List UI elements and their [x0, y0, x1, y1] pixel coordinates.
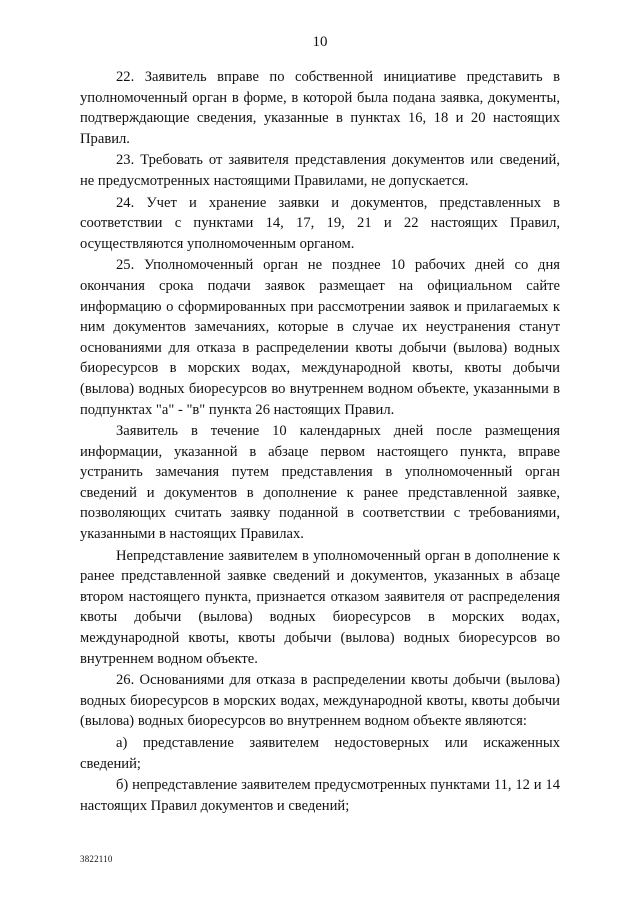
- subparagraph-b: б) непредставление заявителем предусмотренных пунктами 11, 12 и 14 настоящих Правил документов и сведений;: [80, 777, 560, 814]
- paragraph-25-third: Непредставление заявителем в уполномоченный орган в дополнение к ранее представленной заявке сведений и документов, указанных в абзаце втором настоящего пункта, признается отказом заявителя от распределения квоты добычи (вылова) водных биоресурсов в морских водах, международной квоты, квоты добычи (вылова) водных биоресурсов во внутреннем водном объекте.: [80, 547, 560, 667]
- paragraph-23: 23. Требовать от заявителя представления документов или сведений, не предусмотренных настоящими Правилами, не допускается.: [80, 152, 560, 189]
- document-body: [80, 67, 560, 817]
- paragraph-25-second: Заявитель в течение 10 календарных дней после размещения информации, указанной в абзаце первом настоящего пункта, вправе устранить замечания путем представления в уполномоченный орган сведений и документов в дополнение к ранее представленной заявке, позволяющих считать заявку поданной в соответствии с требованиями, указанными в настоящих Правилах.: [80, 423, 560, 543]
- document-code: 3822110: [80, 854, 113, 864]
- page-number: 10: [312, 34, 328, 50]
- paragraph-25: 25. Уполномоченный орган не позднее 10 рабочих дней со дня окончания срока подачи заявок размещает на официальном сайте информацию о сформированных при рассмотрении заявок и прилагаемых к ним документов замечаниях, которые в случае их неустранения станут основаниями для отказа в распределении квоты добычи (вылова) водных биоресурсов в морских водах, международной квоты, квоты добычи (вылова) водных биоресурсов во внутреннем водном объекте, указанными в подпунктах "а" - "в" пункта 26 настоящих Правил.: [80, 257, 560, 418]
- paragraph-24: 24. Учет и хранение заявки и документов, представленных в соответствии с пунктами 14, 17, 19, 21 и 22 настоящих Правил, осуществляются уполномоченным органом.: [80, 194, 560, 252]
- paragraph-22: 22. Заявитель вправе по собственной инициативе представить в уполномоченный орган в форме, в которой была подана заявка, документы, подтверждающие сведения, указанные в пунктах 16, 18 и 20 настоящих Правил.: [80, 69, 560, 147]
- subparagraph-a: а) представление заявителем недостоверных или искаженных сведений;: [80, 735, 560, 772]
- paragraph-26: 26. Основаниями для отказа в распределении квоты добычи (вылова) водных биоресурсов в морских водах, международной квоты, квоты добычи (вылова) водных биоресурсов во внутреннем водном объекте являются:: [80, 672, 560, 730]
